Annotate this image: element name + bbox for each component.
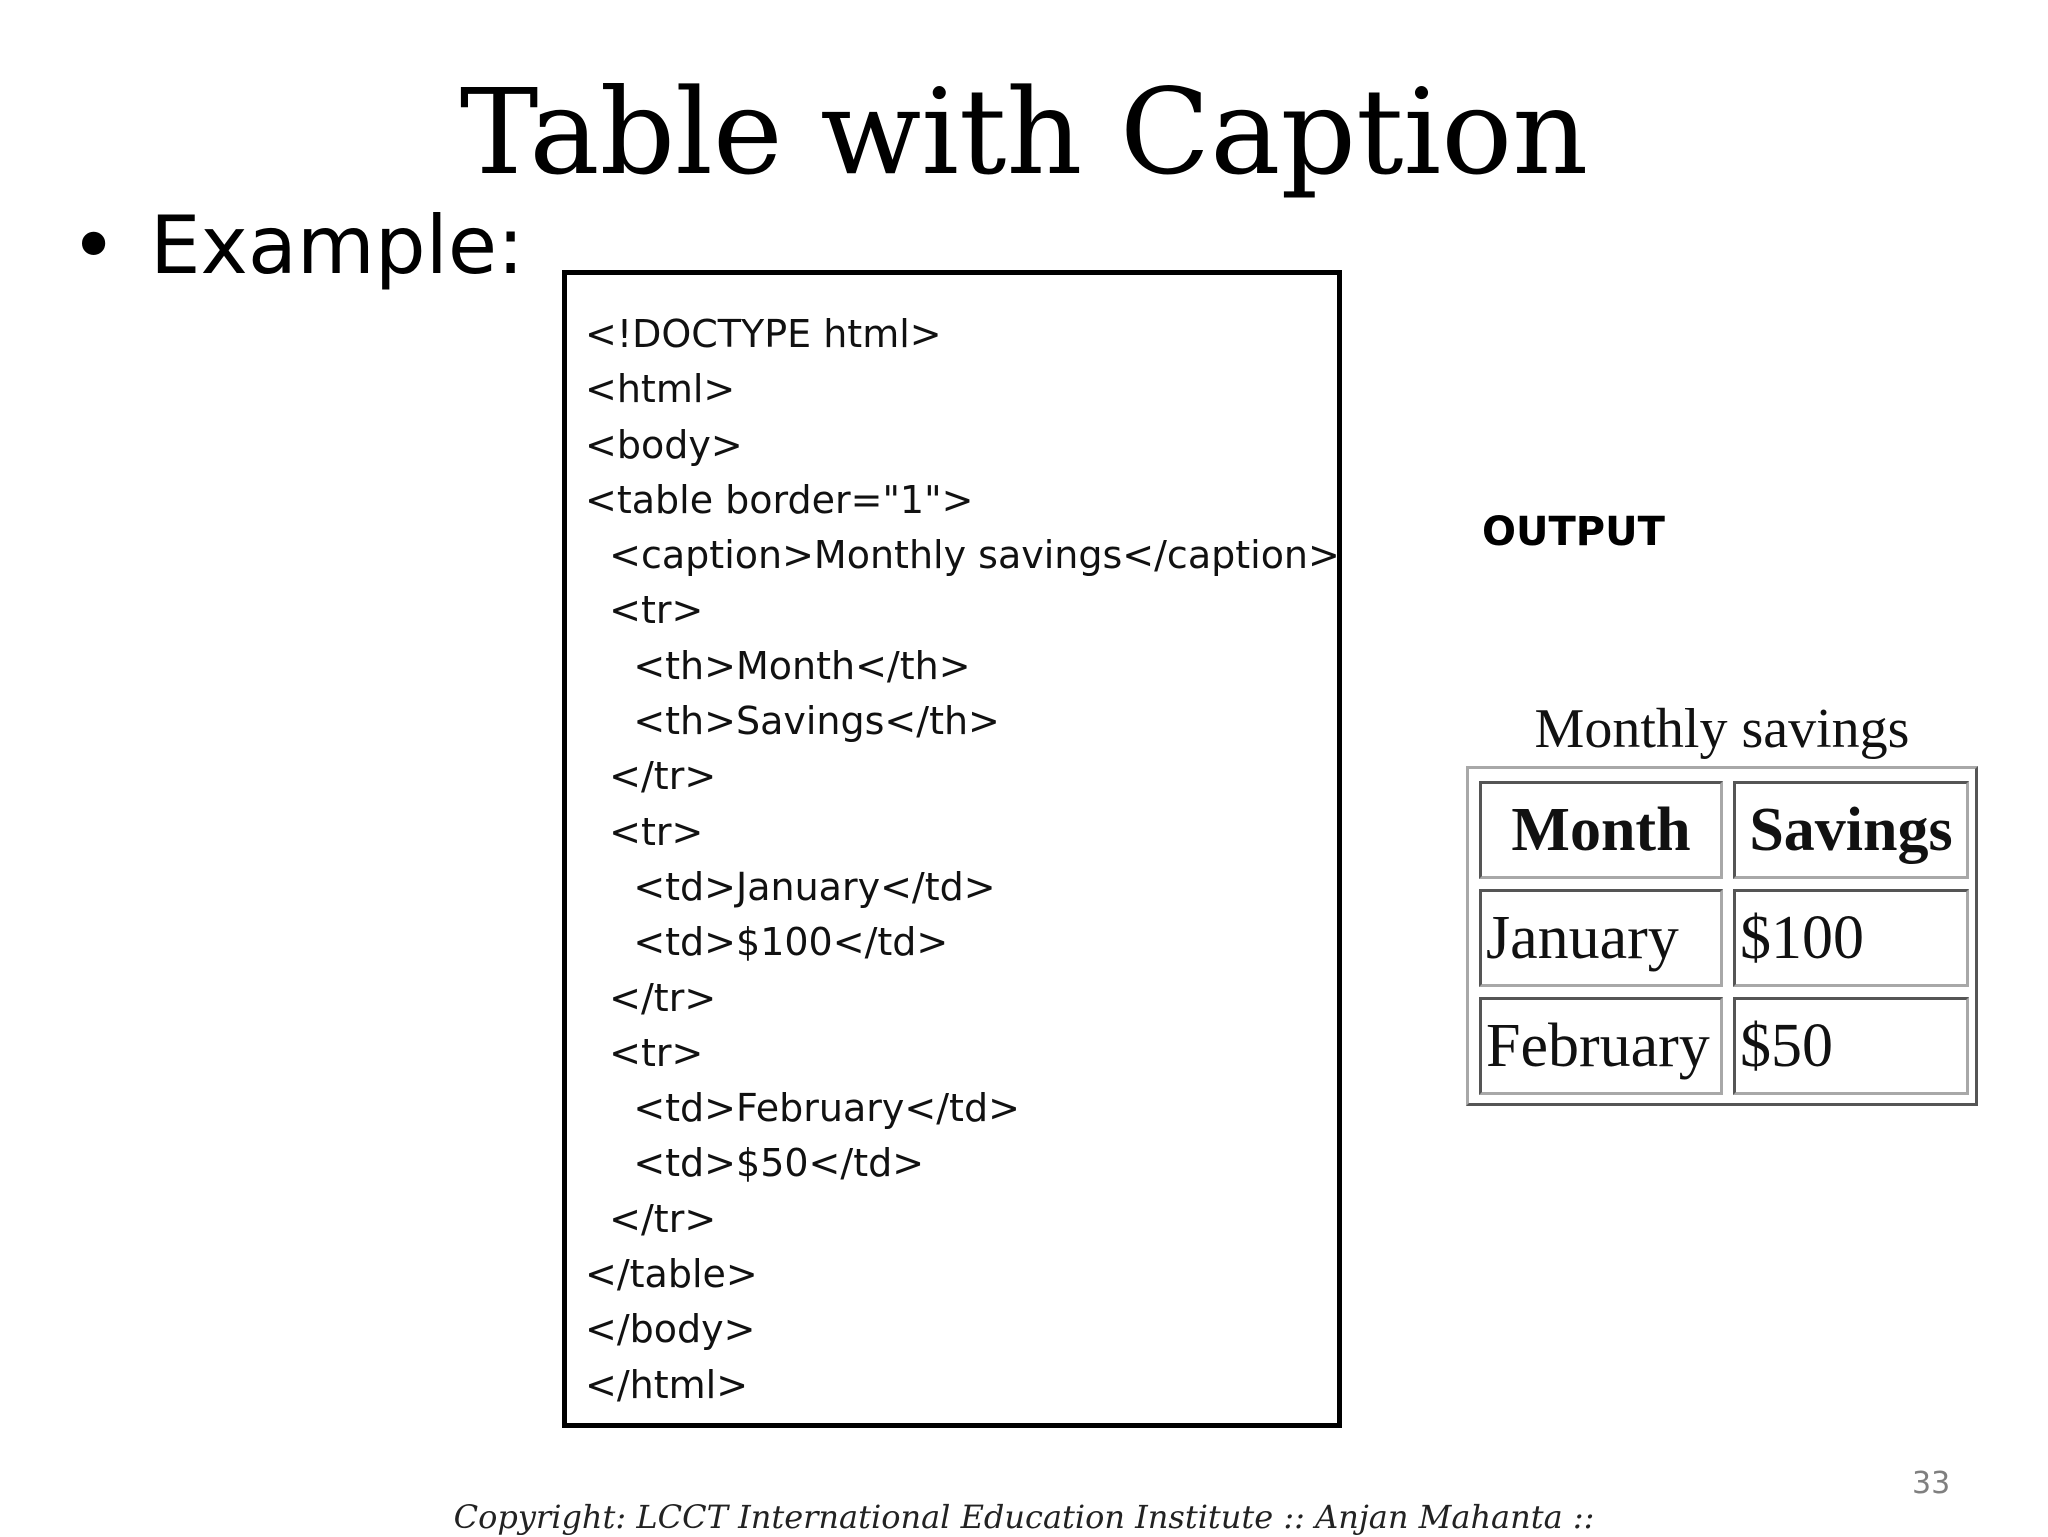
code-line: </body>: [585, 1307, 756, 1352]
code-line: <tr>: [585, 1030, 704, 1075]
table-header-savings: Savings: [1733, 781, 1969, 879]
code-line: <table border="1">: [585, 477, 974, 522]
code-line: </html>: [585, 1362, 749, 1407]
bullet-text: Example:: [150, 199, 525, 292]
code-line: <caption>Monthly savings</caption>: [585, 533, 1340, 578]
code-line: </tr>: [585, 1196, 717, 1241]
code-line: <td>January</td>: [585, 864, 996, 909]
code-example-box: [562, 270, 1342, 1428]
output-label: OUTPUT: [1482, 509, 1665, 555]
code-line: <tr>: [585, 588, 704, 633]
slide-title: Table with Caption: [459, 63, 1589, 201]
output-table: [1466, 766, 1978, 1106]
code-line: <td>$100</td>: [585, 920, 949, 965]
table-cell-month: January: [1479, 889, 1723, 987]
code-line: <td>February</td>: [585, 1086, 1020, 1131]
code-line: <body>: [585, 422, 743, 467]
code-line: </tr>: [585, 975, 717, 1020]
code-line: <th>Month</th>: [585, 643, 971, 688]
code-line: </tr>: [585, 754, 717, 799]
output-table-caption: Monthly savings: [1534, 698, 1910, 760]
table-cell-savings: $100: [1733, 889, 1969, 987]
page-number: 33: [1912, 1466, 1951, 1501]
code-line: <html>: [585, 367, 736, 412]
table-header-month: Month: [1479, 781, 1723, 879]
table-cell-month: February: [1479, 997, 1723, 1095]
copyright-footer: Copyright: LCCT International Education Institute :: Anjan Mahanta ::: [453, 1498, 1595, 1536]
example-bullet: [70, 198, 524, 294]
code-line: <th>Savings</th>: [585, 699, 1000, 744]
bullet-dot-icon: •: [70, 199, 118, 292]
code-line: <td>$50</td>: [585, 1141, 925, 1186]
code-line: </table>: [585, 1252, 758, 1297]
code-line: <tr>: [585, 809, 704, 854]
table-cell-savings: $50: [1733, 997, 1969, 1095]
code-line: <!DOCTYPE html>: [585, 312, 942, 356]
